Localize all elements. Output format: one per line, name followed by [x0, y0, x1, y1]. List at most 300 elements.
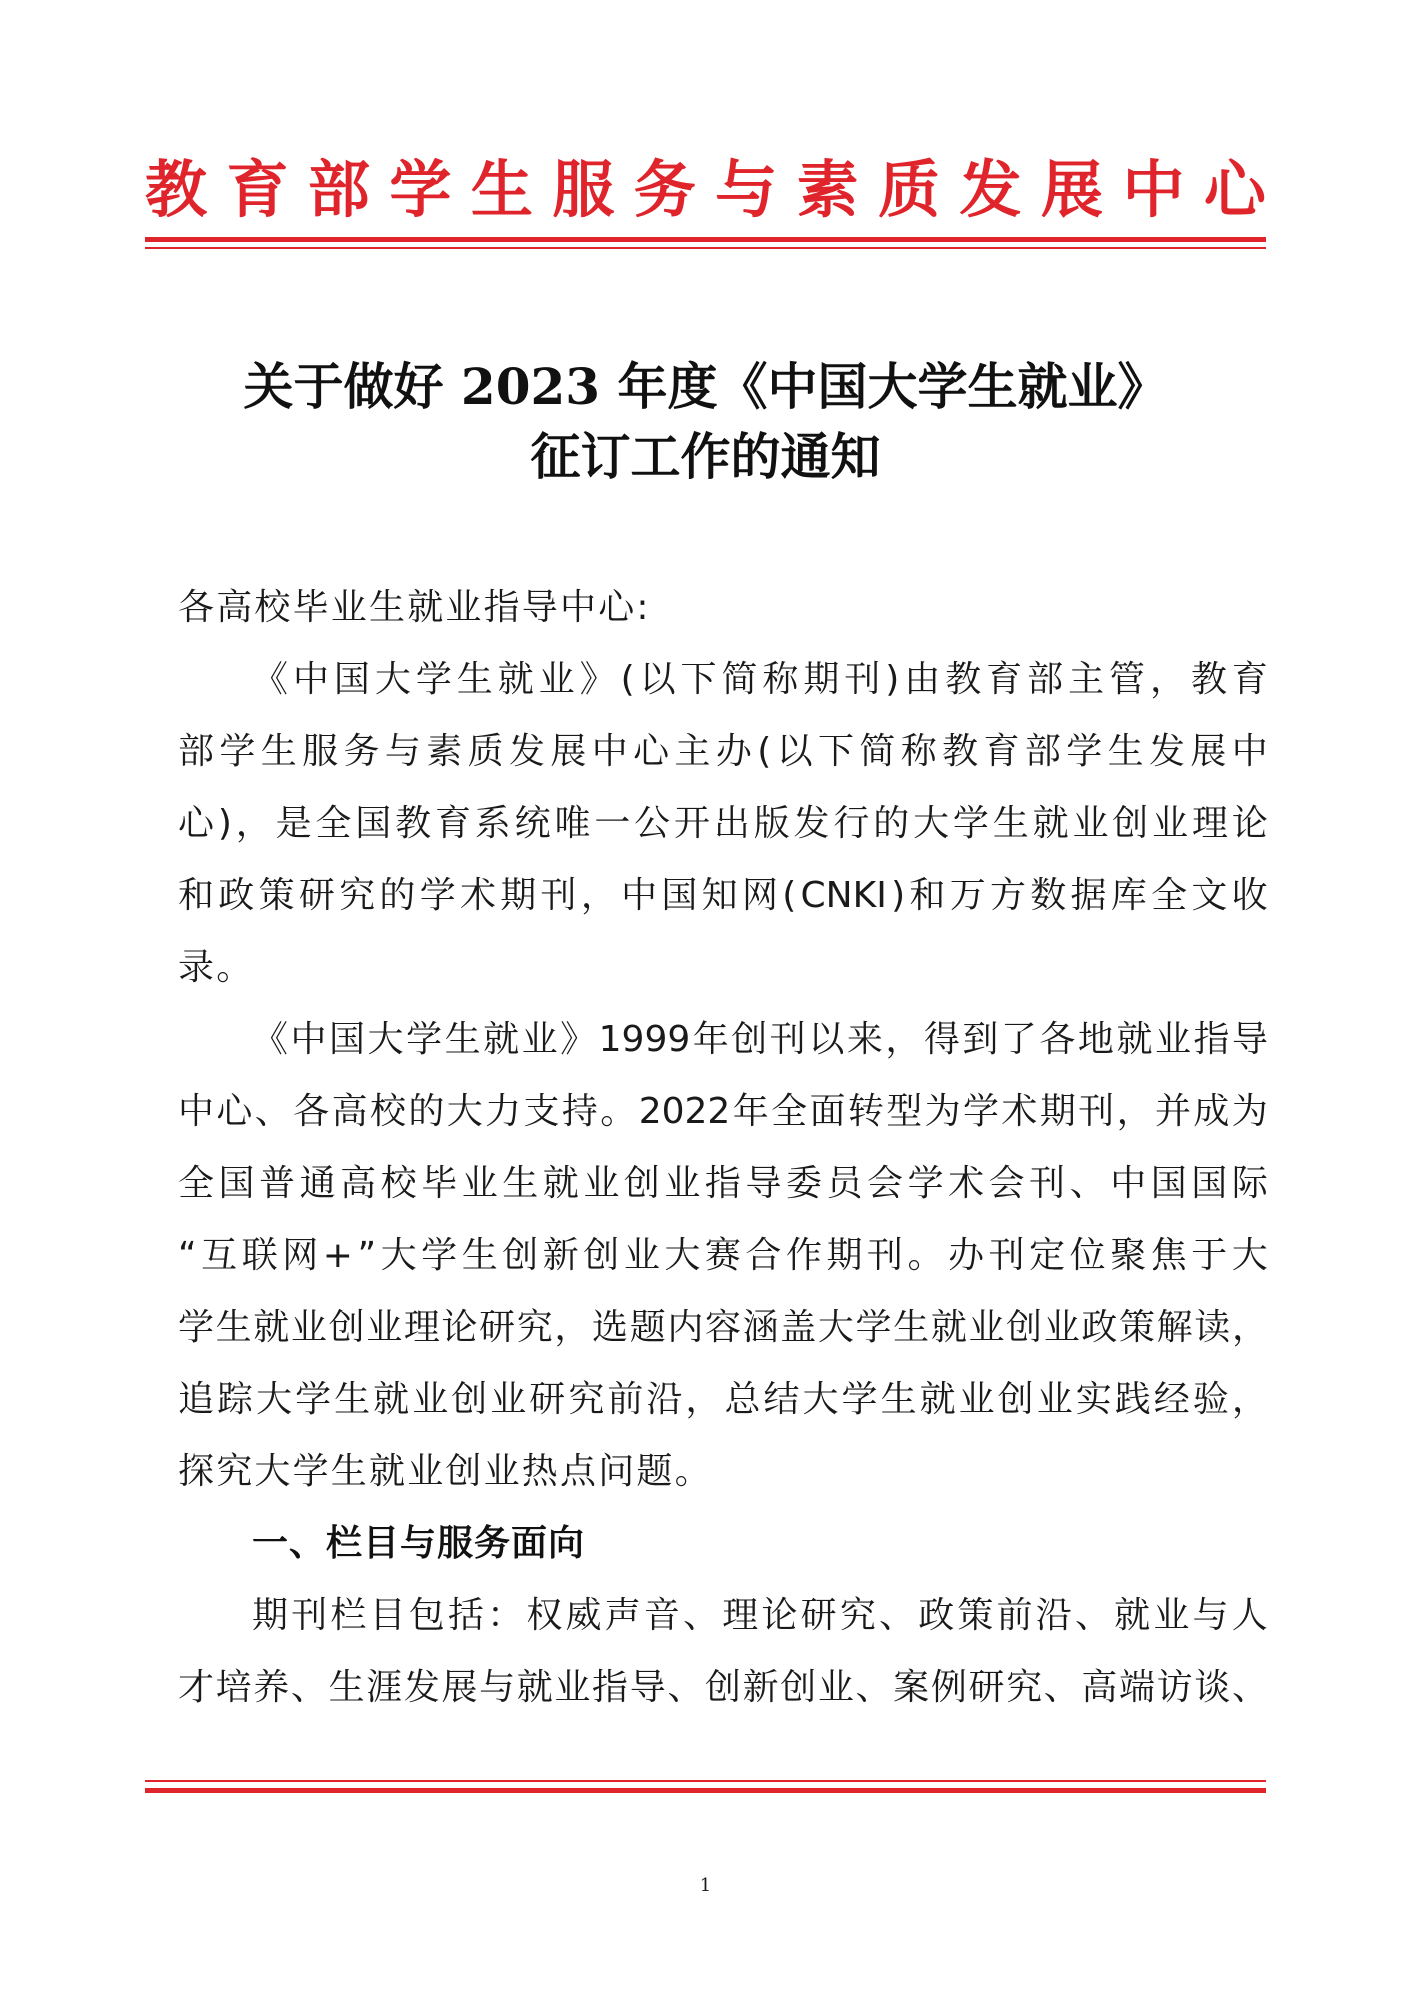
glyph: 出	[713, 803, 750, 844]
glyph: 、	[855, 1667, 892, 1708]
glyph: 唯	[554, 803, 591, 844]
page-number: 1	[699, 1875, 712, 1896]
letterhead-char: 学	[389, 153, 452, 226]
glyph: 沿	[646, 1379, 683, 1420]
glyph: 校	[369, 1091, 406, 1132]
glyph: 就	[516, 1667, 553, 1708]
glyph: 就	[1114, 1595, 1151, 1636]
glyph: 论	[441, 1307, 478, 1348]
glyph: 涵	[742, 1307, 779, 1348]
glyph: 大	[817, 1307, 854, 1348]
glyph: 持	[561, 1091, 598, 1132]
glyph: 的	[873, 803, 910, 844]
glyph: 型	[886, 1091, 923, 1132]
glyph: 理	[1191, 803, 1228, 844]
glyph: 创	[451, 1379, 488, 1420]
glyph: 策	[258, 875, 295, 916]
glyph: 就	[483, 1019, 520, 1060]
glyph: 教	[942, 731, 979, 772]
glyph: (	[620, 659, 635, 700]
glyph: 践	[1114, 1379, 1151, 1420]
glyph: 创	[731, 1019, 768, 1060]
glyph: 涯	[366, 1667, 403, 1708]
glyph: 国	[329, 1019, 366, 1060]
glyph: 业	[1036, 1379, 1073, 1420]
glyph: 全	[771, 1091, 808, 1132]
glyph: 创	[997, 1379, 1034, 1420]
glyph: 数	[1030, 875, 1067, 916]
glyph: 校	[380, 1163, 417, 1204]
glyph: 是	[275, 803, 312, 844]
glyph: 业	[583, 1163, 620, 1204]
glyph: 访	[1156, 1667, 1193, 1708]
glyph: 高	[331, 1091, 368, 1132]
glyph: 为	[924, 1091, 961, 1132]
glyph: 为	[1231, 1091, 1268, 1132]
glyph: 理	[722, 1595, 759, 1636]
glyph: 部	[1027, 659, 1064, 700]
glyph: 刊	[291, 1595, 328, 1636]
glyph: 括	[447, 1595, 484, 1636]
glyph: )	[885, 659, 900, 700]
glyph: (	[782, 875, 797, 916]
paragraph-2-line	[178, 1376, 1268, 1424]
glyph: 高	[1081, 1667, 1118, 1708]
glyph: 主	[674, 731, 711, 772]
glyph: 方	[989, 875, 1026, 916]
glyph: 业	[1154, 1019, 1191, 1060]
glyph: 了	[1000, 1019, 1037, 1060]
glyph: 端	[1119, 1667, 1156, 1708]
glyph: 位	[1069, 1235, 1106, 1276]
paragraph-1-line: 录。	[178, 947, 255, 988]
glyph: 生	[461, 1235, 498, 1276]
glyph: 毕	[421, 1163, 458, 1204]
document-title-line-1: 关于做好 2023 年度《中国大学生就业》	[243, 357, 1168, 416]
glyph: 结	[763, 1379, 800, 1420]
glyph: 简	[859, 731, 896, 772]
glyph: 学	[219, 731, 256, 772]
glyph: 业	[554, 1667, 591, 1708]
glyph: 质	[467, 731, 504, 772]
glyph: 委	[785, 1163, 822, 1204]
glyph: 研	[479, 1307, 516, 1348]
glyph: 素	[426, 731, 463, 772]
glyph: 力	[485, 1091, 522, 1132]
paragraph-2-line: 探究大学生就业创业热点问题。	[178, 1451, 713, 1492]
glyph: 大	[256, 1379, 293, 1420]
glyph: 刊	[844, 659, 881, 700]
glyph: ，	[554, 1307, 591, 1348]
glyph: 权	[526, 1595, 563, 1636]
glyph: 通	[299, 1163, 336, 1204]
glyph: 称	[900, 731, 937, 772]
glyph: 就	[919, 1379, 956, 1420]
letterhead-char: 务	[633, 153, 696, 226]
glyph: 中	[292, 659, 329, 700]
letterhead-char: 中	[1122, 153, 1185, 226]
glyph: 心	[216, 1091, 253, 1132]
glyph: 业	[538, 659, 575, 700]
paragraph-2-line	[178, 1304, 1268, 1352]
glyph: 《	[252, 659, 289, 700]
glyph: 网	[741, 875, 778, 916]
glyph: 学	[855, 1307, 892, 1348]
letterhead-char: 生	[470, 153, 533, 226]
glyph: 教	[945, 659, 982, 700]
glyph: 生	[992, 803, 1029, 844]
glyph: 创	[502, 1235, 539, 1276]
glyph: 、	[1043, 1667, 1080, 1708]
glyph: 究	[839, 1595, 876, 1636]
glyph: 务	[343, 731, 380, 772]
glyph: 术	[459, 875, 496, 916]
glyph: 业	[664, 1163, 701, 1204]
glyph: 指	[704, 1163, 741, 1204]
glyph: 、	[1074, 1595, 1111, 1636]
glyph: 、	[1231, 1667, 1268, 1708]
glyph: 大	[446, 1091, 483, 1132]
glyph: 知	[701, 875, 738, 916]
glyph: )	[217, 803, 232, 844]
paragraph-2-line	[178, 1232, 1268, 1280]
glyph: 政	[918, 1595, 955, 1636]
letterhead-char: 教	[145, 153, 208, 226]
glyph: 业	[1152, 803, 1189, 844]
glyph: 学	[178, 1307, 215, 1348]
glyph: 普	[259, 1163, 296, 1204]
glyph: ，	[1231, 1379, 1268, 1420]
glyph: 大	[1231, 1235, 1268, 1276]
letterhead-char: 育	[226, 153, 289, 226]
glyph: 年	[732, 1091, 769, 1132]
glyph: 研	[800, 1595, 837, 1636]
glyph: 心	[178, 803, 215, 844]
glyph: 术	[948, 1163, 985, 1204]
glyph: 育	[434, 803, 471, 844]
letterhead-char: 素	[796, 153, 859, 226]
glyph: 究	[339, 875, 376, 916]
glyph: 生	[334, 1379, 371, 1420]
glyph: 发	[793, 803, 830, 844]
glyph: 版	[753, 803, 790, 844]
glyph: 中	[591, 731, 628, 772]
glyph: 地	[1077, 1019, 1114, 1060]
glyph: 栏	[330, 1595, 367, 1636]
glyph: 系	[474, 803, 511, 844]
glyph: 目	[369, 1595, 406, 1636]
glyph: 库	[1110, 875, 1147, 916]
glyph: 生	[893, 1307, 930, 1348]
glyph: 以	[639, 659, 676, 700]
glyph: 各	[1039, 1019, 1076, 1060]
glyph: 谈	[1194, 1667, 1231, 1708]
glyph: 以	[808, 1019, 845, 1060]
glyph: 学	[415, 659, 452, 700]
glyph: 国	[661, 875, 698, 916]
glyph: 》	[560, 1019, 597, 1060]
glyph: 声	[604, 1595, 641, 1636]
glyph: 全	[315, 803, 352, 844]
glyph: 人	[1231, 1595, 1268, 1636]
glyph: 。	[907, 1235, 944, 1276]
glyph: 据	[1070, 875, 1107, 916]
paragraph-1-line	[178, 728, 1268, 776]
glyph: 赛	[704, 1235, 741, 1276]
glyph: 得	[923, 1019, 960, 1060]
glyph: 就	[373, 1379, 410, 1420]
glyph: 生	[215, 1307, 252, 1348]
glyph: 国	[1150, 1163, 1187, 1204]
glyph: 、	[879, 1595, 916, 1636]
glyph: 万	[949, 875, 986, 916]
glyph: 究	[1006, 1667, 1043, 1708]
glyph: 统	[514, 803, 551, 844]
glyph: 、	[254, 1091, 291, 1132]
glyph: 刊	[769, 1019, 806, 1060]
glyph: 验	[1192, 1379, 1229, 1420]
glyph: +	[322, 1235, 353, 1276]
glyph: 策	[1119, 1307, 1156, 1348]
glyph: 论	[761, 1595, 798, 1636]
glyph: 前	[607, 1379, 644, 1420]
glyph: 一	[594, 803, 631, 844]
glyph: 联	[241, 1235, 278, 1276]
glyph: ，	[685, 1379, 722, 1420]
glyph: 中	[1231, 731, 1268, 772]
glyph: 会	[867, 1163, 904, 1204]
glyph: 到	[962, 1019, 999, 1060]
glyph: 学	[907, 1163, 944, 1204]
glyph: 追	[178, 1379, 215, 1420]
organization-letterhead	[145, 140, 1266, 240]
glyph: 国	[1191, 1163, 1228, 1204]
glyph: 、	[667, 1667, 704, 1708]
glyph: 教	[1190, 659, 1227, 700]
glyph: 政	[218, 875, 255, 916]
glyph: 学	[963, 1091, 1000, 1132]
glyph: 就	[930, 1307, 967, 1348]
glyph: 盖	[780, 1307, 817, 1348]
glyph: 业	[623, 1235, 660, 1276]
glyph: 发	[403, 1667, 440, 1708]
glyph: 读	[1194, 1307, 1231, 1348]
letterhead-char: 展	[1040, 153, 1103, 226]
glyph: ，	[1116, 1091, 1153, 1132]
paragraph-2-line	[178, 1088, 1268, 1136]
glyph: 》	[579, 659, 616, 700]
glyph: 就	[1116, 1019, 1153, 1060]
glyph: 业	[290, 1307, 327, 1348]
glyph: 创	[328, 1307, 365, 1348]
glyph: 实	[1075, 1379, 1112, 1420]
glyph: 学	[419, 875, 456, 916]
glyph: 中	[1110, 1163, 1147, 1204]
glyph: 育	[983, 731, 1020, 772]
glyph: 解	[1156, 1307, 1193, 1348]
glyph: 业	[366, 1307, 403, 1348]
letterhead-char: 心	[1203, 153, 1266, 226]
header-rule-thick	[145, 237, 1266, 242]
glyph: 案	[893, 1667, 930, 1708]
glyph: 题	[629, 1307, 666, 1348]
glyph: 创	[623, 1163, 660, 1204]
letterhead-char: 质	[878, 153, 941, 226]
glyph: 全	[1151, 875, 1188, 916]
glyph: 大	[367, 1019, 404, 1060]
header-rule-thin	[145, 247, 1266, 249]
glyph: 沿	[1035, 1595, 1072, 1636]
glyph: 就	[542, 1163, 579, 1204]
glyph: (	[757, 731, 772, 772]
glyph: 面	[809, 1091, 846, 1132]
glyph: 才	[178, 1667, 215, 1708]
glyph: 管	[1109, 659, 1146, 700]
glyph: 收	[1231, 875, 1268, 916]
glyph: 服	[302, 731, 339, 772]
glyph: 期	[803, 659, 840, 700]
glyph: 部	[1024, 731, 1061, 772]
paragraph-2-line	[252, 1016, 1268, 1064]
document-title-line-2: 征订工作的通知	[530, 427, 881, 486]
glyph: 业	[490, 1379, 527, 1420]
glyph: 成	[1193, 1091, 1230, 1132]
glyph: 高	[340, 1163, 377, 1204]
glyph: 中	[178, 1091, 215, 1132]
glyph: 与	[479, 1667, 516, 1708]
glyph: 国	[218, 1163, 255, 1204]
glyph: 网	[282, 1235, 319, 1276]
glyph: 2022	[638, 1091, 731, 1132]
glyph: “	[178, 1235, 197, 1276]
glyph: 业	[1043, 1307, 1080, 1348]
letterhead-char: 发	[959, 153, 1022, 226]
glyph: 1999	[598, 1019, 691, 1060]
glyph: 中	[621, 875, 658, 916]
glyph: 经	[1153, 1379, 1190, 1420]
glyph: 创	[583, 1235, 620, 1276]
glyph: 大	[380, 1235, 417, 1276]
glyph: 作	[785, 1235, 822, 1276]
glyph: 办	[948, 1235, 985, 1276]
glyph: 、	[1069, 1163, 1106, 1204]
paragraph-2-line	[178, 1160, 1268, 1208]
glyph: 大	[374, 659, 411, 700]
glyph: 。	[600, 1091, 637, 1132]
glyph: 各	[293, 1091, 330, 1132]
glyph: 展	[1190, 731, 1227, 772]
letterhead-char: 部	[307, 153, 370, 226]
glyph: 定	[1029, 1235, 1066, 1276]
glyph: 术	[1001, 1091, 1038, 1132]
glyph: 年	[692, 1019, 729, 1060]
glyph: 期	[252, 1595, 289, 1636]
glyph: 业	[1072, 803, 1109, 844]
glyph: ：	[487, 1595, 524, 1636]
glyph: 刊	[540, 875, 577, 916]
glyph: 创	[780, 1667, 817, 1708]
glyph: 总	[724, 1379, 761, 1420]
glyph: 生	[328, 1667, 365, 1708]
paragraph-1-line	[178, 872, 1268, 920]
glyph: 支	[523, 1091, 560, 1132]
paragraph-3-line	[252, 1592, 1268, 1640]
glyph: 合	[745, 1235, 782, 1276]
glyph: 和	[909, 875, 946, 916]
glyph: 养	[253, 1667, 290, 1708]
glyph: 研	[529, 1379, 566, 1420]
glyph: 究	[516, 1307, 553, 1348]
glyph: 生	[456, 659, 493, 700]
glyph: 育	[1231, 659, 1268, 700]
glyph: 转	[847, 1091, 884, 1132]
glyph: 培	[215, 1667, 252, 1708]
glyph: 政	[1081, 1307, 1118, 1348]
glyph: 研	[968, 1667, 1005, 1708]
glyph: 与	[1192, 1595, 1229, 1636]
glyph: 的	[379, 875, 416, 916]
glyph: 主	[1068, 659, 1105, 700]
glyph: 员	[826, 1163, 863, 1204]
glyph: 威	[565, 1595, 602, 1636]
glyph: 文	[1191, 875, 1228, 916]
glyph: 《	[252, 1019, 289, 1060]
glyph: 学	[952, 803, 989, 844]
glyph: 刊	[867, 1235, 904, 1276]
glyph: 以	[776, 731, 813, 772]
glyph: 内	[667, 1307, 704, 1348]
glyph: 心	[633, 731, 670, 772]
glyph: 开	[674, 803, 711, 844]
glyph: 来	[846, 1019, 883, 1060]
glyph: 发	[509, 731, 546, 772]
glyph: 选	[592, 1307, 629, 1348]
glyph: 业	[958, 1379, 995, 1420]
glyph: 中	[290, 1019, 327, 1060]
glyph: 业	[521, 1019, 558, 1060]
glyph: 导	[629, 1667, 666, 1708]
glyph: 聚	[1110, 1235, 1147, 1276]
letterhead-char: 服	[552, 153, 615, 226]
glyph: 由	[904, 659, 941, 700]
glyph: 生	[260, 731, 297, 772]
glyph: 互	[201, 1235, 238, 1276]
glyph: ，	[1149, 659, 1186, 700]
glyph: 就	[1032, 803, 1069, 844]
glyph: 策	[957, 1595, 994, 1636]
letterhead-char: 与	[715, 153, 778, 226]
glyph: 下	[818, 731, 855, 772]
glyph: 大	[913, 803, 950, 844]
footer-rule-thin	[145, 1780, 1266, 1782]
glyph: 学	[295, 1379, 332, 1420]
salutation: 各高校毕业生就业指导中心:	[178, 587, 651, 628]
glyph: 指	[1193, 1019, 1230, 1060]
glyph: 行	[833, 803, 870, 844]
glyph: 称	[762, 659, 799, 700]
glyph: 学	[841, 1379, 878, 1420]
glyph: 创	[1006, 1307, 1043, 1348]
glyph: 下	[680, 659, 717, 700]
glyph: 展	[550, 731, 587, 772]
glyph: 生	[444, 1019, 481, 1060]
glyph: 展	[441, 1667, 478, 1708]
glyph: 踪	[217, 1379, 254, 1420]
glyph: 国	[333, 659, 370, 700]
glyph: 并	[1154, 1091, 1191, 1132]
glyph: 与	[384, 731, 421, 772]
glyph: 生	[880, 1379, 917, 1420]
